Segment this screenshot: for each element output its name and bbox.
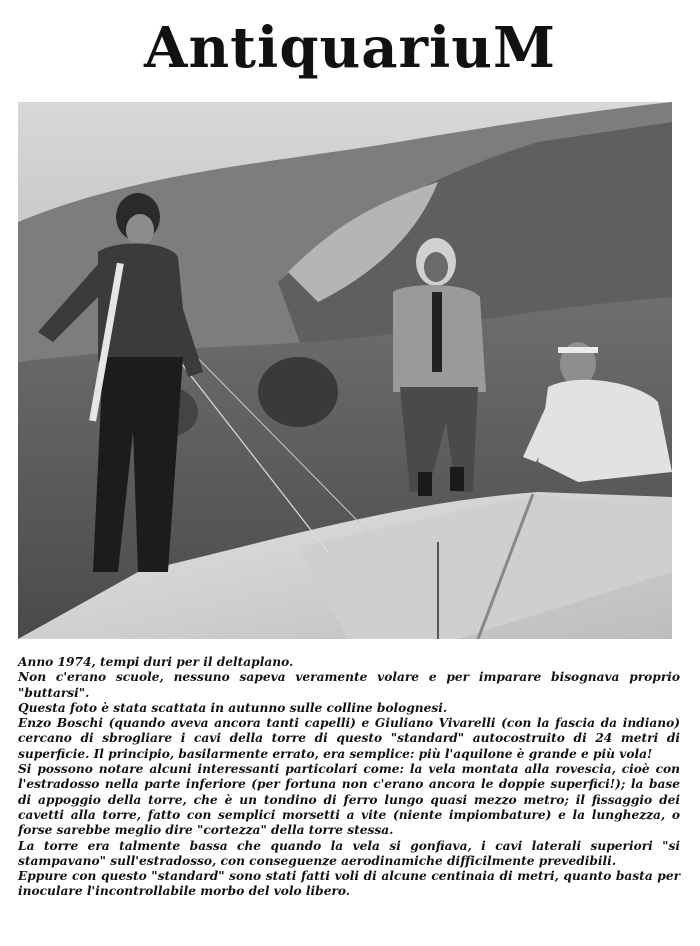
caption-line: Non c'erano scuole, nessuno sapeva veramente volare e per imparare bisognava proprio "buttarsi". <box>18 670 680 700</box>
photo-illustration <box>18 102 672 639</box>
caption-line: La torre era talmente bassa che quando la vela si gonfiava, i cavi laterali superiori "si stampavano" sull'estradosso, con conseguenze aerodinamiche difficilmente prevedibili. <box>18 838 680 868</box>
caption-line: Anno 1974, tempi duri per il deltaplano. <box>18 655 294 669</box>
photo-caption <box>18 655 680 900</box>
masthead <box>0 8 700 88</box>
historic-photo <box>18 102 672 639</box>
caption-line: Questa foto è stata scattata in autunno sulle colline bolognesi. <box>18 700 448 715</box>
caption-line: Enzo Boschi (quando aveva ancora tanti capelli) e Giuliano Vivarelli (con la fascia da indiano) cercano di sbrogliare i cavi della torre di questo "standard" autocostruito di 24 metri di superficie. Il principio, basilarmente errato, era semplice: più l'aquilone è grande e più vola! <box>18 716 680 761</box>
caption-line: Si possono notare alcuni interessanti particolari come: la vela montata alla rovescia, cioè con l'estradosso nella parte inferiore (per fortuna non c'erano ancora le doppie superfici!); la base di appoggio della torre, che è un tondino di ferro lungo quasi mezzo metro; il fissaggio dei cavetti alla torre, fatto con semplici morsetti a vite (niente impiombature) e la lunghezza, o forse sarebbe meglio dire "cortezza" della torre stessa. <box>18 762 680 838</box>
magazine-title: AntiquariuM <box>144 15 556 81</box>
caption-line: Eppure con questo "standard" sono stati fatti voli di alcune centinaia di metri, quanto basta per inoculare l'incontrollabile morbo del volo libero. <box>18 869 680 899</box>
